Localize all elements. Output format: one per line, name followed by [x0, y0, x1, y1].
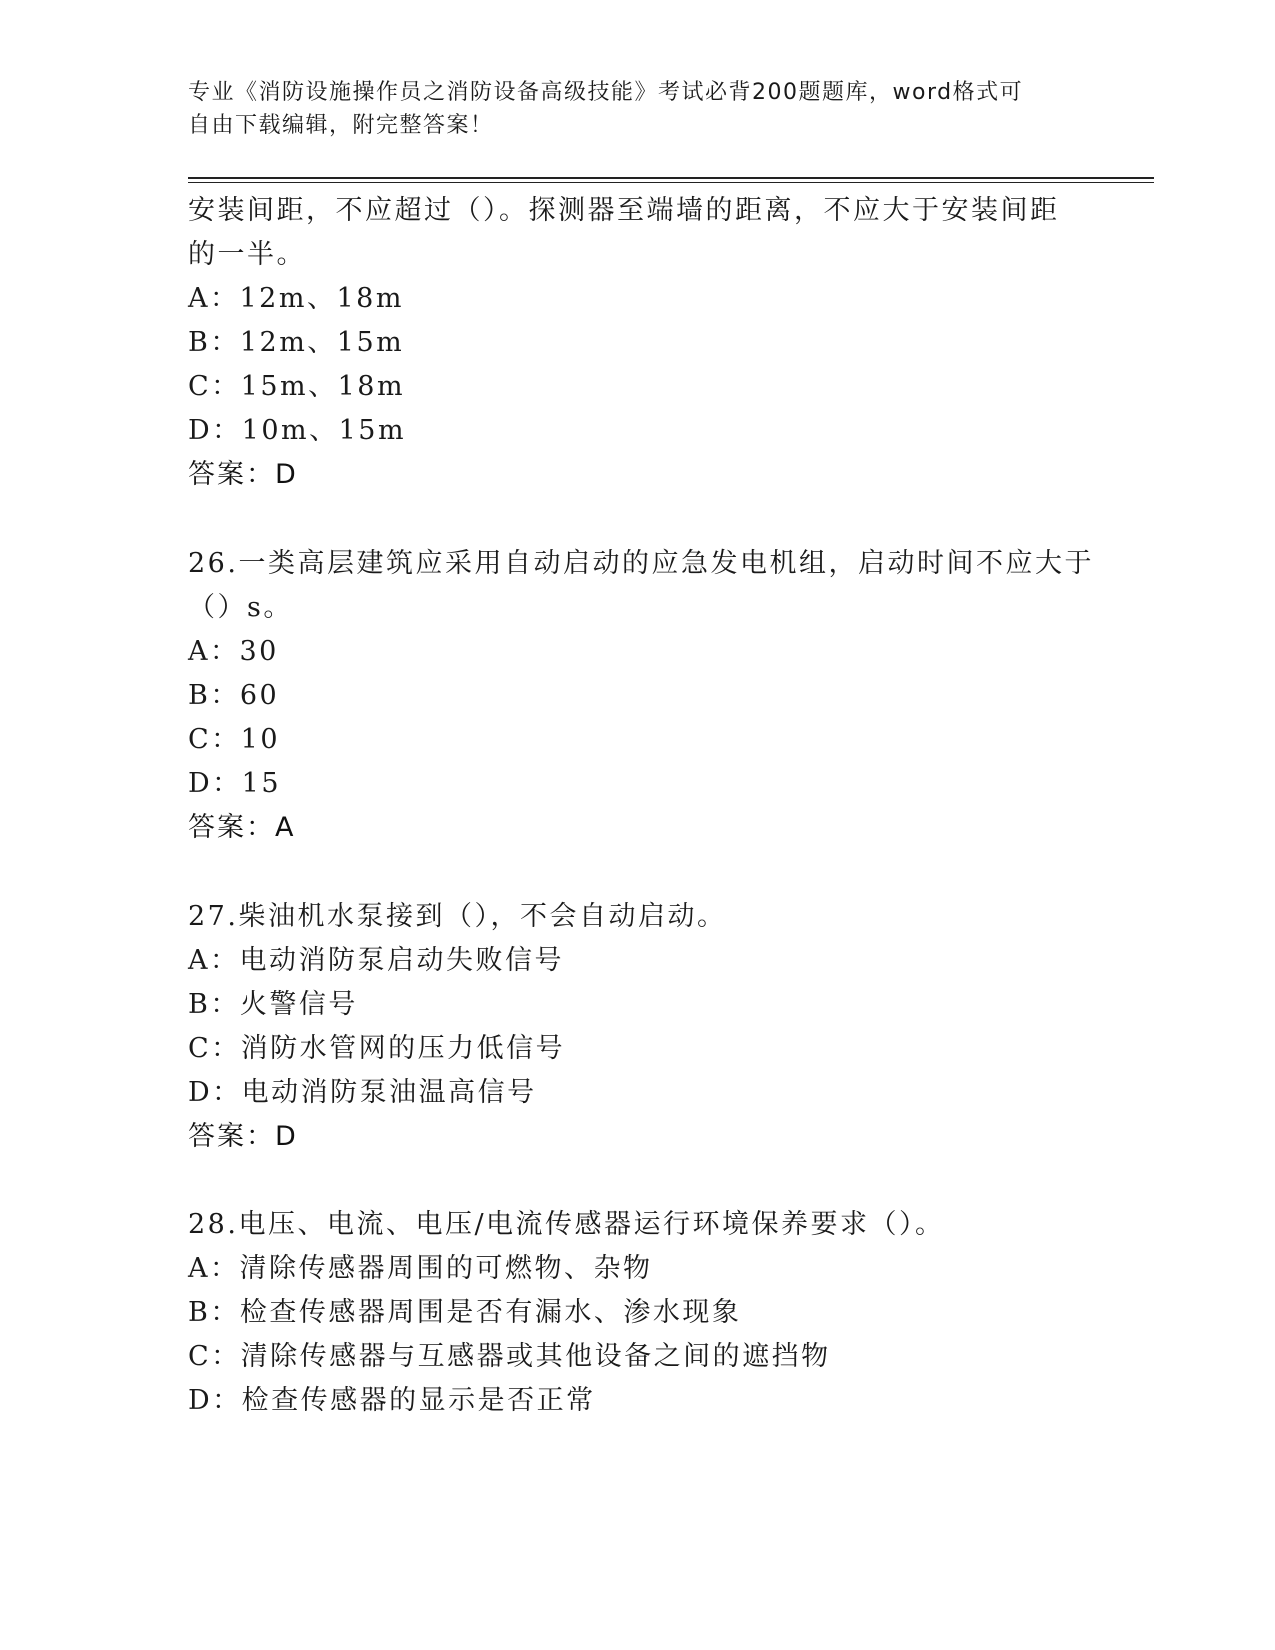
- question-25-option-b: B：12m、15m: [188, 327, 405, 358]
- question-25-option-c: C：15m、18m: [188, 371, 406, 402]
- question-27-option-b: B：火警信号: [188, 989, 358, 1020]
- question-25-option-a: A：12m、18m: [188, 283, 404, 314]
- header-line-2: 自由下载编辑，附完整答案！: [188, 113, 494, 138]
- question-28-stem: 28.电压、电流、电压/电流传感器运行环境保养要求（）。: [188, 1209, 945, 1240]
- header-divider-bottom: [188, 182, 1154, 183]
- document-header: [188, 76, 1068, 142]
- question-28-option-d: D：检查传感器的显示是否正常: [188, 1385, 596, 1416]
- question-25-option-d: D：10m、15m: [188, 415, 407, 446]
- question-25-answer: 答案：D: [188, 459, 298, 490]
- question-28-option-a: A：清除传感器周围的可燃物、杂物: [188, 1253, 653, 1284]
- question-27-option-c: C：消防水管网的压力低信号: [188, 1033, 566, 1064]
- question-25-stem-line-2: 的一半。: [188, 239, 306, 270]
- question-27-stem: 27.柴油机水泵接到（），不会自动启动。: [188, 901, 727, 932]
- question-27-answer: 答案：D: [188, 1121, 298, 1152]
- question-26-option-d: D：15: [188, 768, 282, 799]
- question-28-option-c: C：清除传感器与互感器或其他设备之间的遮挡物: [188, 1341, 831, 1372]
- question-25-stem-line-1: 安装间距，不应超过（）。探测器至端墙的距离，不应大于安装间距: [188, 195, 1060, 226]
- header-line-1: 专业《消防设施操作员之消防设备高级技能》考试必背200题题库，word格式可: [188, 80, 1024, 105]
- question-28-option-b: B：检查传感器周围是否有漏水、渗水现象: [188, 1297, 742, 1328]
- question-27-option-d: D：电动消防泵油温高信号: [188, 1077, 537, 1108]
- question-26-answer: 答案：A: [188, 812, 296, 843]
- question-26-option-c: C：10: [188, 724, 281, 755]
- question-26-option-b: B：60: [188, 680, 280, 711]
- question-26-stem-line-2: （）s。: [188, 592, 293, 623]
- question-27-option-a: A：电动消防泵启动失败信号: [188, 945, 564, 976]
- question-26-option-a: A：30: [188, 636, 279, 667]
- header-divider-top: [188, 177, 1154, 179]
- question-26-stem-line-1: 26.一类高层建筑应采用自动启动的应急发电机组，启动时间不应大于: [188, 548, 1094, 579]
